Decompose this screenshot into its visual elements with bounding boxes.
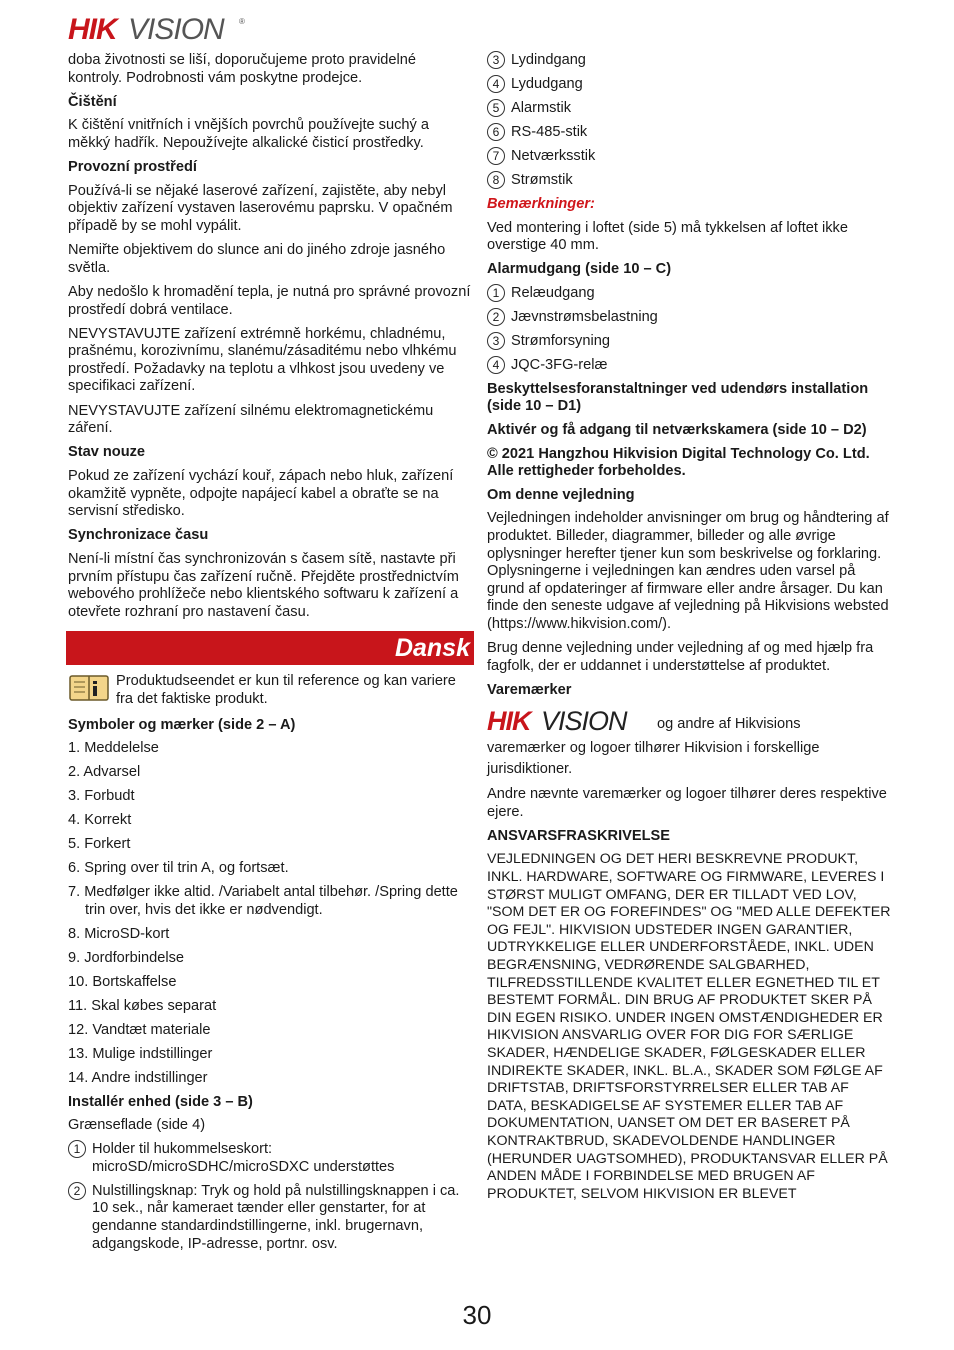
cleaning-text: K čištění vnitřních i vnějších povrchů používejte suchý a měkký hadřík. Nepoužívejte alkalické čisticí prostředky. [68,117,429,151]
symbol-item: 2. Advarsel [68,764,141,781]
trademark-after-logo: og andre af Hikvisions [657,715,801,732]
interface-list [487,52,891,190]
numbered-item-text: Relæudgang [511,284,595,301]
numbered-item [487,285,891,303]
trademark-line [487,706,891,734]
symbols-list [68,740,472,1087]
environment-p1: Používá-li se nějaké laserové zařízení, zajistěte, aby nebyl objektiv zařízení vystaven laserovému paprsku. V opačném případě by se mohl vypálit. [68,182,453,234]
circled-number: 1 [487,284,505,302]
page-number: 30 [462,1300,492,1330]
heading-symbols: Symboler og mærker (side 2 – A) [68,716,296,733]
circled-number: 4 [487,356,505,374]
symbol-item: 1. Meddelelse [68,740,159,757]
notice [68,673,472,708]
circled-number: 3 [487,51,505,69]
language-banner [66,631,474,665]
numbered-item-text: RS-485-stik [511,123,588,140]
about-p2: Brug denne vejledning under vejledning af og med hjælp fra fagfolk, der er uddannet i understøttelse af produktet. [487,640,874,674]
install-list [68,1141,472,1253]
disclaimer-text: VEJLEDNINGEN OG DET HERI BESKREVNE PRODUKT, INKL. HARDWARE, SOFTWARE OG FIRMWARE, LEVERES I STØRST MULIGT OMFANG, DER ER TILLADT VED LOV, "SOM DET ER OG FOREFINDES" OG "MED ALLE DEFEKTER OG FEJL". HIKVISION UDSTEDER INGEN GARANTIER, UDTRYKKELIGE ELLER UNDERFORSTÅEDE, INKL. UDEN BEGRÆNSNING, VEDRØRENDE SALGBARHED, TILFREDSSTILLENDE KVALITET ELLER EGNETHED TIL ET BESTEMT FORMÅL. DIN BRUG AF PRODUKTET SKER PÅ DIN EGEN RISIKO. UNDER INGEN OMSTÆNDIGHEDER ER HIKVISION ANSVARLIG OVER FOR DIG FOR SÆRLIGE SKADER, HÆNDELIGE SKADER, FØLGESKADER ELLER INDIREKTE SKADER, INKL. BL.A., SKADER SOM FØLGE AF DRIFTSTAB, DRIFTSFORSTYRRELSER ELLER TAB AF DATA, BESKADIGELSE AF SYSTEMER ELLER TAB AF DOKUMENTATION, UANSET OM DET ER BASERET PÅ KONTRAKTBRUD, SKADEVOLDENDE HANDLINGER (HERUNDER UAGTSOMHED), PRODUKTANSVAR ELLER PÅ ANDEN MÅDE I FORBINDELSE MED BRUGEN AF PRODUKTET, SELVOM HIKVISION ER BLEVET [487,851,891,1202]
circled-number: 1 [68,1140,86,1158]
circled-number: 4 [487,75,505,93]
symbol-item: 9. Jordforbindelse [68,949,185,966]
interface-label: Grænseflade (side 4) [68,1117,206,1134]
emergency-text: Pokud ze zařízení vychází kouř, zápach nebo hluk, zařízení okamžitě vypněte, odpojte napájecí kabel a obraťte se na servisní středisko. [68,468,454,520]
circled-number: 6 [487,123,505,141]
numbered-item-text: Strømstik [511,171,573,188]
numbered-item [68,1141,472,1176]
numbered-item-text: Lydudgang [511,75,583,92]
numbered-item [487,357,891,375]
heading-disclaimer: ANSVARSFRASKRIVELSE [487,827,670,844]
circled-number: 2 [487,308,505,326]
right-column [487,52,891,1210]
heading-cleaning: Čištění [68,93,117,110]
heading-activate: Aktivér og få adgang til netværkskamera (side 10 – D2) [487,422,867,438]
circled-number: 5 [487,99,505,117]
svg-text:VISION: VISION [541,705,627,734]
symbol-item: 11. Skal købes separat [68,997,217,1014]
numbered-item [487,148,891,166]
numbered-item-text: Lydindgang [511,52,586,68]
symbol-item: 4. Korrekt [68,812,132,829]
numbered-item-text: Jævnstrømsbelastning [511,308,658,325]
numbered-item [487,333,891,351]
symbol-item: 5. Forkert [68,836,131,853]
numbered-item [487,52,891,70]
numbered-item [487,76,891,94]
language-banner-label: Dansk [394,634,470,663]
heading-emergency: Stav nouze [68,444,146,461]
numbered-item-text: Holder til hukommelseskort: microSD/microSDHC/microSDXC understøttes [92,1141,395,1175]
environment-p3: Aby nedošlo k hromadění tepla, je nutná pro správné provozní prostředí dobrá ventilace. [68,283,471,318]
left-column [68,52,472,1260]
hikvision-logo [68,12,248,51]
circled-number: 3 [487,332,505,350]
heading-alarm: Alarmudgang (side 10 – C) [487,261,672,278]
numbered-item [487,100,891,118]
symbol-item: 12. Vandtæt materiale [68,1021,211,1038]
svg-text:®: ® [239,17,245,26]
notice-text: Produktudseendet er kun til reference og kan variere fra det faktiske produkt. [116,673,456,707]
numbered-item-text: Nulstillingsknap: Tryk og hold på nulstillingsknappen i ca. 10 sek., når kameraet tænder eller genstarter, for at gendanne standardindstillingerne, inkl. brugernavn, adgangskode, IP-adresse, portnr. osv. [92,1182,460,1252]
intro-text: doba životnosti se liší, doporučujeme proto pravidelné kontroly. Podrobnosti vám poskytne prodejce. [68,52,417,86]
hikvision-wordmark [487,706,651,734]
circled-number: 2 [68,1182,86,1200]
trademark-line2: varemærker og logoer tilhører Hikvision i forskellige jurisdiktioner. [487,739,820,777]
numbered-item-text: Netværksstik [511,147,596,164]
symbol-item: 13. Mulige indstillinger [68,1045,213,1062]
info-book-icon [68,673,110,703]
trademark-p2: Andre nævnte varemærker og logoer tilhører deres respektive ejere. [487,786,887,820]
heading-install: Installér enhed (side 3 – B) [68,1093,253,1110]
symbol-item: 7. Medfølger ikke altid. /Variabelt antal tilbehør. /Spring dette trin over, hvis det ikke er nødvendigt. [68,884,458,918]
numbered-item [487,124,891,142]
remarks-text: Ved montering i loftet (side 5) må tykkelsen af loftet ikke overstige 40 mm. [487,219,848,254]
circled-number: 8 [487,171,505,189]
environment-p5: NEVYSTAVUJTE zařízení silnému elektromagnetickému záření. [68,402,434,437]
svg-text:HIK: HIK [487,705,531,734]
numbered-item [487,172,891,190]
about-p1: Vejledningen indeholder anvisninger om brug og håndtering af produktet. Billeder, diagrammer, billeder og alle øvrige oplysninger herefter tjener kun som beskrivelse og forklaring. Oplysningerne i vejledningen kan ændres uden varsel på grund af opdateringer af firmware eller andre årsager. Du kan finde den seneste udgave af vejledning på Hikvisions websted (https://www.hikvision.com/). [487,510,889,632]
remarks-label: Bemærkninger: [487,195,595,212]
symbol-item: 3. Forbudt [68,788,135,805]
heading-trademarks: Varemærker [487,681,572,698]
numbered-item-text: Strømforsyning [511,332,610,349]
heading-timesync: Synchronizace času [68,527,209,544]
timesync-text: Není-li místní čas synchronizován s časem sítě, nastavte při prvním přístupu čas zařízení ručně. Přejděte prostřednictvím webového prohlížeče nebo klientského softwaru k zařízení a otevřete rozhraní pro nastavení času. [68,551,459,620]
symbol-item: 6. Spring over til trin A, og fortsæt. [68,860,289,877]
heading-environment: Provozní prostředí [68,159,197,176]
numbered-item [68,1183,472,1253]
numbered-item-text: JQC-3FG-relæ [511,356,608,373]
environment-p4: NEVYSTAVUJTE zařízení extrémně horkému, chladnému, prašnému, korozivnímu, slanému/zásaditému nebo vlhkému prostředí. Požadavky na teplotu a vlhkost jsou uvedeny ve specifikaci zařízení. [68,325,457,395]
environment-p2: Nemiřte objektivem do slunce ani do jiného zdroje jasného světla. [68,242,446,276]
svg-text:VISION: VISION [128,13,224,46]
heading-outdoor: Beskyttelsesforanstaltninger ved udendørs installation (side 10 – D1) [487,380,869,415]
numbered-item [487,309,891,327]
svg-text:HIK: HIK [68,13,117,46]
circled-number: 7 [487,147,505,165]
symbol-item: 8. MicroSD-kort [68,925,170,942]
copyright: © 2021 Hangzhou Hikvision Digital Technology Co. Ltd. Alle rettigheder forbeholdes. [487,445,870,480]
symbol-item: 14. Andre indstillinger [68,1069,208,1086]
heading-about: Om denne vejledning [487,486,635,503]
symbol-item: 10. Bortskaffelse [68,973,177,990]
alarm-list [487,285,891,375]
numbered-item-text: Alarmstik [511,99,571,116]
